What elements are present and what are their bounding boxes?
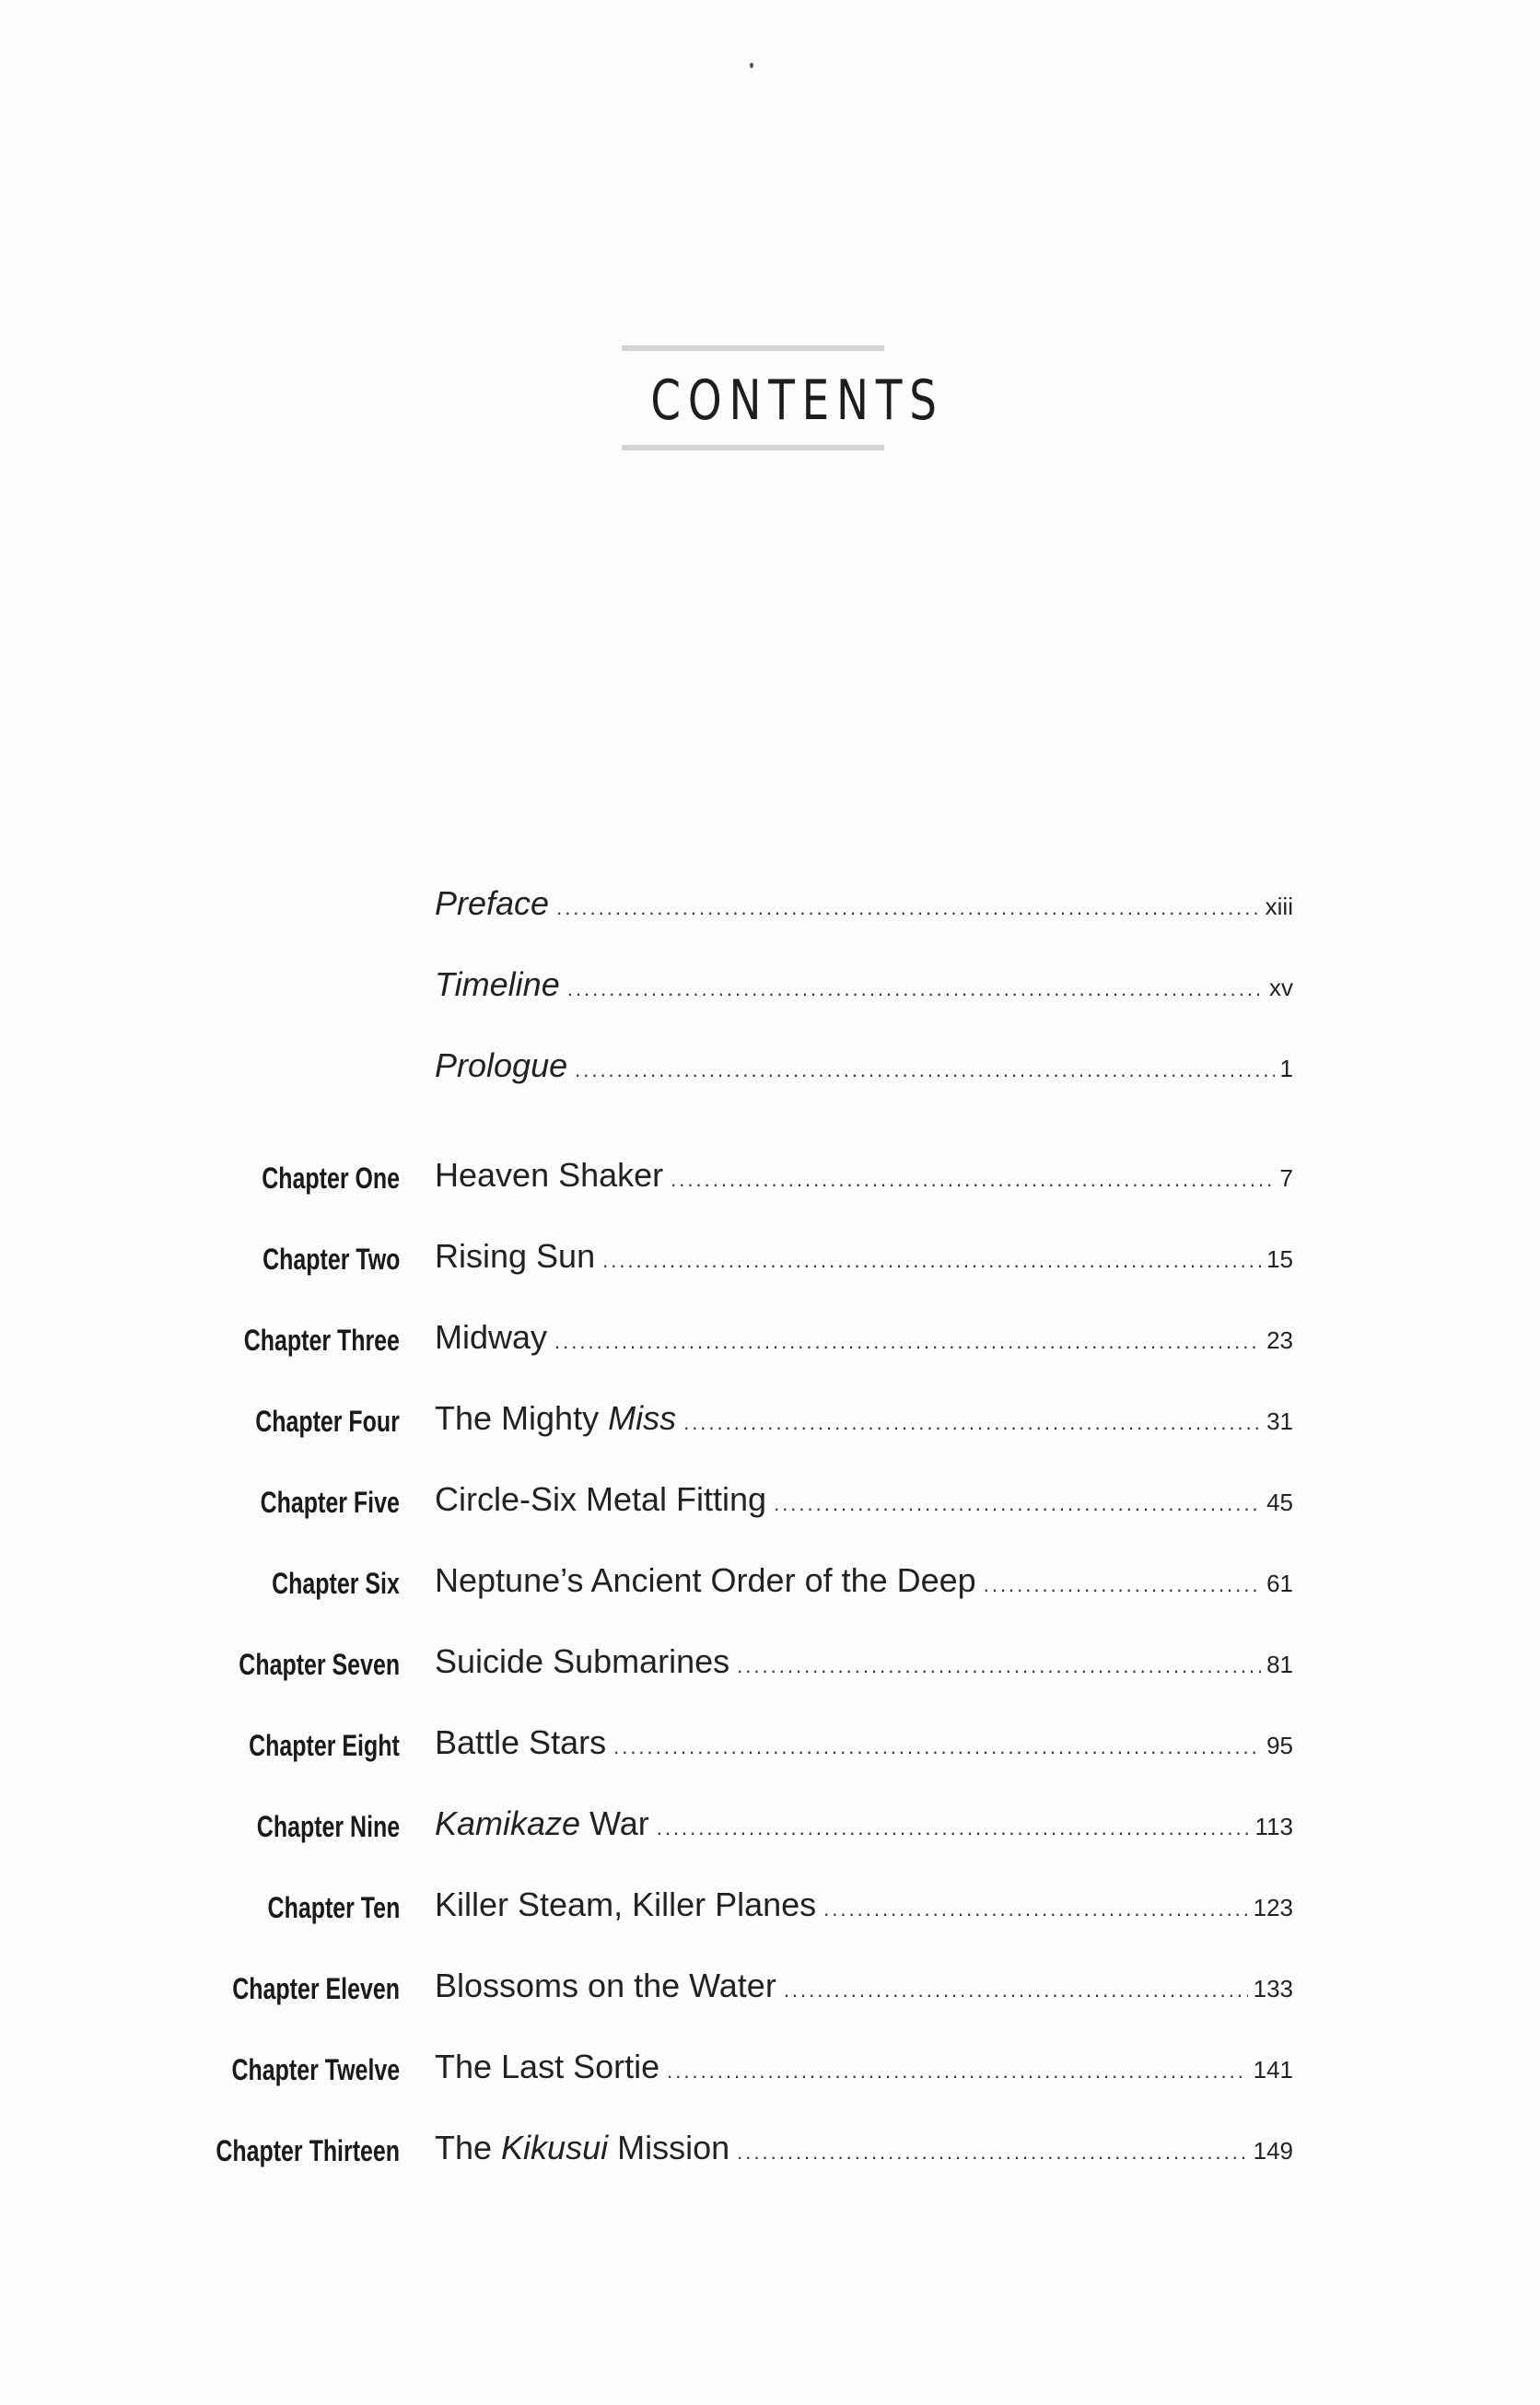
entry-title: Midway	[435, 1318, 548, 1356]
dot-leader	[984, 1573, 1261, 1597]
page-number: 7	[1279, 1164, 1293, 1192]
toc-row-chapter-7	[0, 1642, 1540, 1698]
dot-leader	[556, 896, 1260, 920]
dot-leader	[774, 1492, 1261, 1516]
title-italic-part: Miss	[608, 1399, 677, 1437]
page-number: 123	[1253, 1894, 1293, 1921]
entry-title: Rising Sun	[435, 1237, 596, 1275]
chapter-label: Chapter Nine	[256, 1810, 400, 1843]
page-number: 133	[1253, 1975, 1293, 2002]
page-number: 1	[1279, 1055, 1293, 1082]
dot-leader	[554, 1330, 1261, 1354]
entry-title: Heaven Shaker	[435, 1156, 664, 1194]
toc-row-timeline	[0, 965, 1540, 1021]
toc-row-prologue	[0, 1046, 1540, 1102]
dot-leader	[784, 1979, 1248, 2002]
chapter-label: Chapter Two	[262, 1243, 400, 1276]
page-number: 81	[1266, 1651, 1293, 1678]
chapter-label: Chapter Seven	[239, 1648, 400, 1681]
dot-leader	[602, 1249, 1261, 1273]
toc-row-chapter-12	[0, 2048, 1540, 2103]
toc-row-preface	[0, 884, 1540, 940]
entry-title	[435, 1804, 657, 1843]
dot-leader	[737, 1654, 1261, 1678]
dot-leader	[657, 1816, 1250, 1840]
toc-row-chapter-2	[0, 1237, 1540, 1292]
title-part: Mission	[608, 2129, 730, 2166]
page-number: xiii	[1265, 893, 1293, 920]
chapter-label: Chapter Ten	[267, 1891, 400, 1924]
entry-title: Neptune’s Ancient Order of the Deep	[435, 1561, 976, 1599]
dot-leader	[823, 1897, 1247, 1921]
page-number: 113	[1254, 1813, 1293, 1840]
toc-row-chapter-13	[0, 2129, 1540, 2184]
entry-title	[435, 2129, 737, 2167]
entry-title: Battle Stars	[435, 1723, 607, 1761]
toc-row-chapter-8	[0, 1723, 1540, 1779]
page-title: CONTENTS	[650, 368, 944, 433]
dot-leader	[683, 1411, 1261, 1435]
chapter-label: Chapter Twelve	[231, 2053, 400, 2086]
title-italic-part: Kamikaze	[435, 1804, 581, 1842]
entry-title: The Last Sortie	[435, 2048, 660, 2085]
entry-title	[435, 1399, 683, 1438]
toc-row-chapter-1	[0, 1156, 1540, 1211]
print-speck	[750, 63, 753, 68]
page-number: 149	[1253, 2137, 1293, 2165]
top-rule	[622, 345, 884, 351]
page-number: 141	[1253, 2056, 1293, 2084]
page-number: 95	[1266, 1732, 1293, 1759]
heading-block	[622, 345, 944, 450]
entry-title: Suicide Submarines	[435, 1642, 730, 1680]
toc-row-chapter-3	[0, 1318, 1540, 1373]
page-number: 15	[1266, 1245, 1293, 1273]
dot-leader	[575, 1058, 1274, 1082]
entry-title: Timeline	[435, 965, 560, 1003]
chapter-label: Chapter Eleven	[232, 1972, 400, 2005]
dot-leader	[667, 2060, 1247, 2084]
title-part: The	[435, 2129, 502, 2166]
chapter-label: Chapter Thirteen	[216, 2134, 400, 2167]
page-number: 31	[1266, 1407, 1293, 1435]
toc-row-chapter-4	[0, 1399, 1540, 1454]
page-number: 61	[1266, 1570, 1293, 1597]
chapter-label: Chapter Three	[243, 1324, 400, 1357]
toc-row-chapter-11	[0, 1967, 1540, 2022]
toc-row-chapter-5	[0, 1480, 1540, 1535]
entry-title: Prologue	[435, 1046, 568, 1084]
entry-title: Circle-Six Metal Fitting	[435, 1480, 767, 1518]
toc-row-chapter-6	[0, 1561, 1540, 1617]
title-part: War	[580, 1804, 649, 1842]
page-number: xv	[1269, 974, 1293, 1001]
page-number: 45	[1266, 1489, 1293, 1516]
chapter-label: Chapter Four	[255, 1405, 400, 1438]
title-italic-part: Kikusui	[501, 2129, 609, 2166]
entry-title: Preface	[435, 884, 550, 922]
title-part: The Mighty	[435, 1399, 609, 1437]
dot-leader	[671, 1168, 1274, 1192]
bottom-rule	[622, 445, 884, 450]
toc-row-chapter-9	[0, 1804, 1540, 1860]
chapter-label: Chapter Eight	[249, 1729, 400, 1762]
dot-leader	[567, 977, 1264, 1001]
toc-row-chapter-10	[0, 1885, 1540, 1941]
chapter-label: Chapter Five	[260, 1486, 400, 1519]
dot-leader	[737, 2141, 1247, 2165]
chapter-label: Chapter Six	[272, 1567, 400, 1600]
dot-leader	[613, 1735, 1261, 1759]
entry-title: Killer Steam, Killer Planes	[435, 1885, 817, 1923]
chapter-label: Chapter One	[262, 1162, 400, 1195]
entry-title: Blossoms on the Water	[435, 1967, 776, 2004]
page-number: 23	[1266, 1326, 1293, 1354]
